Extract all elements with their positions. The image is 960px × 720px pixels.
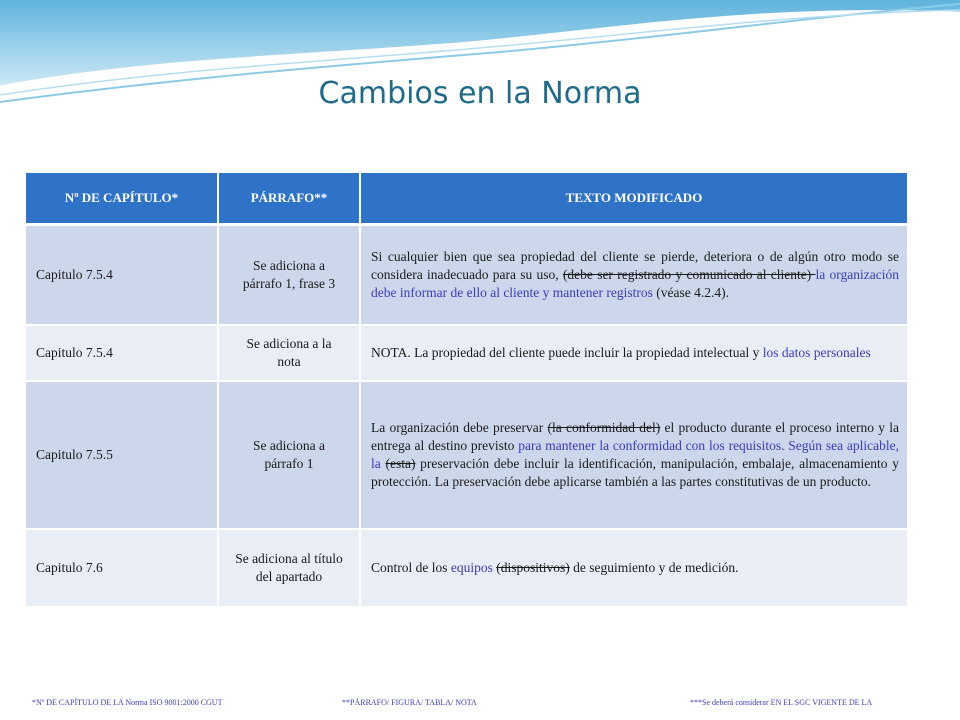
header-capitulo: Nº DE CAPÍTULO*: [26, 173, 218, 225]
table-row: [26, 381, 907, 529]
text-deleted: (la conformidad del): [547, 419, 661, 435]
parrafo-text: Se adiciona al título del apartado: [235, 550, 343, 584]
text-deleted: (debe ser registrado y comunicado al cliente): [562, 266, 816, 282]
cell-capitulo: Capitulo 7.5.5: [26, 381, 218, 529]
cell-texto: [360, 225, 907, 325]
cell-parrafo: [218, 381, 360, 529]
text-added: para mantener la conformidad con los requisitos. Según sea aplicable, la: [371, 437, 899, 471]
text-added: los datos personales: [762, 344, 871, 360]
table-row: [26, 225, 907, 325]
text-original: preservación debe incluir la identificación, manipulación, embalaje, almacenamiento y protección. La preservación debe aplicarse también a las partes constitutivas de un producto.: [371, 455, 899, 489]
text-deleted: (esta): [385, 455, 416, 471]
text-original: (véase 4.2.4).: [652, 284, 729, 300]
cell-parrafo: [218, 325, 360, 381]
footnote-parrafo: **PÁRRAFO/ FIGURA/ TABLA/ NOTA: [342, 698, 477, 707]
cell-capitulo: Capitulo 7.6: [26, 529, 218, 607]
text-original: Control de los: [371, 559, 451, 575]
table-header-row: [26, 173, 907, 225]
table-row: [26, 325, 907, 381]
header-texto-modificado: TEXTO MODIFICADO: [360, 173, 907, 225]
text-original: de seguimiento y de medición.: [569, 559, 739, 575]
text-original: NOTA. La propiedad del cliente puede incluir la propiedad intelectual y: [371, 344, 763, 360]
cell-texto: [360, 529, 907, 607]
text-deleted: (dispositivos): [496, 559, 570, 575]
text-original: La organización debe preservar: [371, 419, 548, 435]
cell-texto: [360, 325, 907, 381]
footnote-capitulo: *Nº DE CAPÍTULO DE LA Norma ISO 9001:2000 CGUT: [32, 698, 223, 707]
slide-title: Cambios en la Norma: [318, 76, 642, 111]
parrafo-text: Se adiciona a la nota: [246, 335, 332, 369]
parrafo-text: Se adiciona a párrafo 1, frase 3: [242, 257, 336, 291]
text-added: equipos: [450, 559, 493, 575]
cell-capitulo: Capitulo 7.5.4: [26, 325, 218, 381]
header-parrafo: PÁRRAFO**: [218, 173, 360, 225]
footnote-sgc: ***Se deberá considerar EN EL SGC VIGENTE DE LA: [690, 698, 873, 707]
text-added: la organización debe informar de ello al cliente y mantener registros: [371, 266, 900, 300]
cell-texto: [360, 381, 907, 529]
parrafo-text: Se adiciona a párrafo 1: [253, 437, 325, 471]
table-row: [26, 529, 907, 607]
cell-parrafo: [218, 225, 360, 325]
cell-parrafo: [218, 529, 360, 607]
text-original: Si cualquier bien que sea propiedad del cliente se pierde, deteriora o de algún otro modo se considera inadecuado para su uso,: [371, 248, 899, 282]
cell-capitulo: Capitulo 7.5.4: [26, 225, 218, 325]
changes-table: [26, 173, 907, 608]
text-original: el producto durante el proceso interno y la entrega al destino previsto: [371, 419, 899, 453]
